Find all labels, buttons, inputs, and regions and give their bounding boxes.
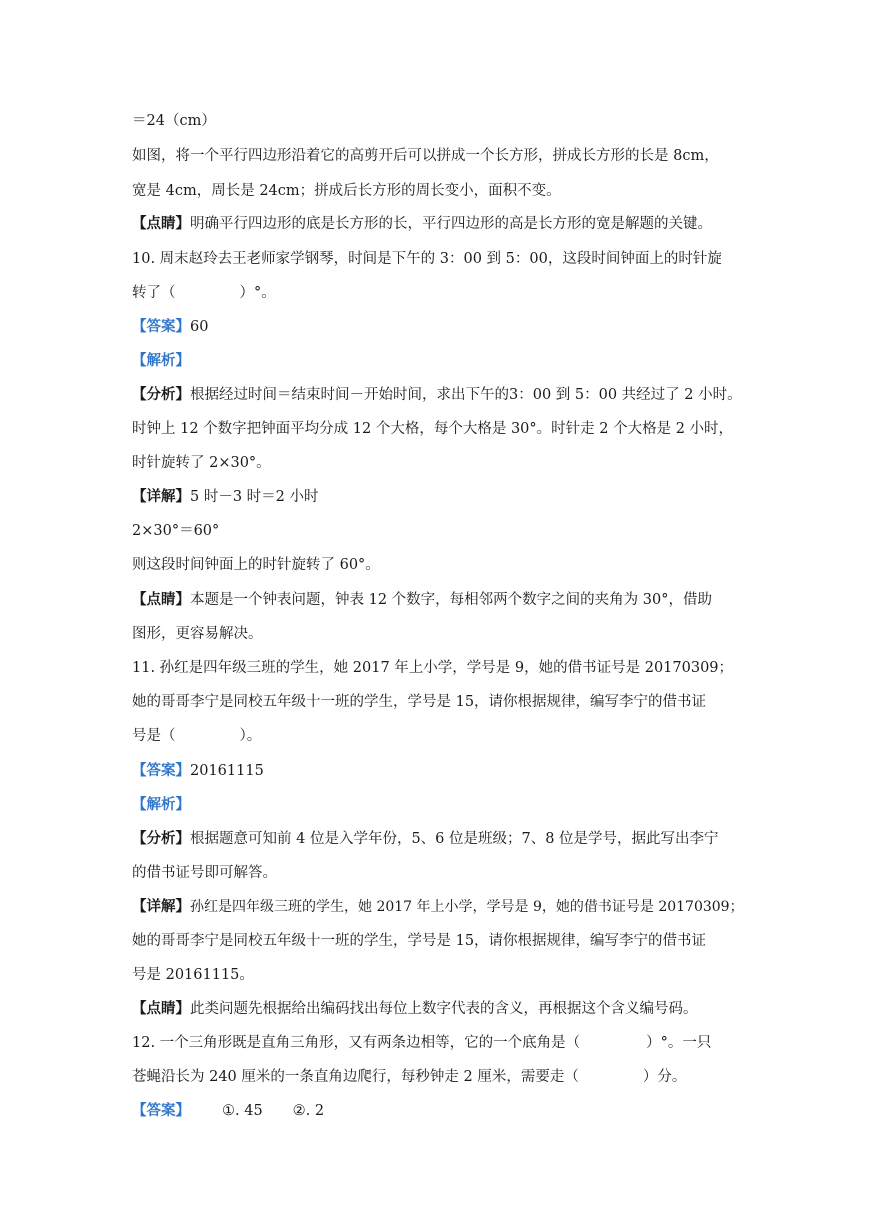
text-line (132, 111, 216, 131)
analysis-tag: 【解析】 (132, 352, 190, 369)
text-line (132, 624, 263, 644)
text-line (132, 453, 271, 473)
question-text: ）。 (239, 728, 262, 744)
answer-tag: 【答案】 (132, 1102, 190, 1119)
detail-tag: 【详解】 (132, 488, 190, 505)
text-line (132, 863, 277, 883)
text: 她的哥哥李宁是同校五年级十一班的学生，学号是 15，请你根据规律，编写李宁的借书证 (132, 933, 707, 949)
detail-line (132, 487, 319, 507)
text: 根据题意可知前 4 位是入学年份，5、6 位是班级；7、8 位是学号，据此写出李宁 (190, 831, 719, 847)
key-point-line (132, 590, 712, 610)
question-11-line (132, 692, 706, 712)
analysis-line (132, 385, 742, 405)
question-text: 转了（ (132, 285, 176, 301)
question-text: 10. 周末赵玲去王老师家学钢琴，时间是下午的 3：00 到 5：00，这段时间钟面上的时针旋 (132, 251, 722, 267)
text: 明确平行四边形的底是长方形的长，平行四边形的高是长方形的宽是解题的关键。 (190, 216, 712, 232)
detail-line (132, 897, 744, 917)
text-line (132, 555, 380, 575)
question-text: 苍蝇沿长为 240 厘米的一条直角边爬行，每秒钟走 2 厘米，需要走（ (132, 1069, 579, 1085)
key-point-line (132, 999, 698, 1019)
answer-value: ①. 45 (222, 1103, 263, 1119)
analysis-heading (132, 795, 190, 815)
question-text: 12. 一个三角形既是直角三角形，又有两条边相等，它的一个底角是（ (132, 1035, 581, 1051)
question-10-line (132, 283, 276, 303)
text: 5 时－3 时＝2 小时 (190, 489, 319, 505)
answer-tag: 【答案】 (132, 762, 190, 779)
text: 如图，将一个平行四边形沿着它的高剪开后可以拼成一个长方形，拼成长方形的长是 8cm， (132, 148, 719, 164)
question-text: ）°。 (239, 285, 276, 301)
answer-line (132, 1101, 324, 1121)
question-text: ）°。一只 (646, 1035, 712, 1051)
question-text: 号是（ (132, 728, 176, 744)
key-point-line (132, 214, 712, 234)
text: 本题是一个钟表问题，钟表 12 个数字，每相邻两个数字之间的夹角为 30°，借助 (190, 592, 712, 608)
answer-value: 60 (190, 319, 209, 335)
key-point-tag: 【点睛】 (132, 1000, 190, 1017)
text-line (132, 181, 561, 201)
text-line (132, 146, 719, 166)
analysis-sub-tag: 【分析】 (132, 830, 190, 847)
question-text: ）分。 (642, 1069, 687, 1085)
text: 孙红是四年级三班的学生，她 2017 年上小学，学号是 9，她的借书证号是 20170309； (190, 899, 744, 915)
text: 图形，更容易解决。 (132, 626, 263, 642)
text-line (132, 931, 706, 951)
question-11-line (132, 726, 261, 746)
key-point-tag: 【点睛】 (132, 215, 190, 232)
question-12-line (132, 1067, 686, 1087)
text: 时钟上 12 个数字把钟面平均分成 12 个大格，每个大格是 30°。时针走 2 个大格是 2 小时， (132, 421, 734, 437)
detail-tag: 【详解】 (132, 898, 190, 915)
question-text: 她的哥哥李宁是同校五年级十一班的学生，学号是 15，请你根据规律，编写李宁的借书证 (132, 694, 707, 710)
analysis-tag: 【解析】 (132, 796, 190, 813)
text: 则这段时间钟面上的时针旋转了 60°。 (132, 557, 380, 573)
text: 宽是 4cm，周长是 24cm；拼成后长方形的周长变小，面积不变。 (132, 183, 561, 199)
analysis-sub-tag: 【分析】 (132, 386, 190, 403)
text-line (132, 965, 254, 985)
question-11-line (132, 658, 733, 678)
question-text: 11. 孙红是四年级三班的学生，她 2017 年上小学，学号是 9，她的借书证号是 20170309； (132, 660, 734, 676)
question-10-line (132, 249, 722, 269)
question-12-line (132, 1033, 711, 1053)
text-line (132, 521, 219, 541)
text: 此类问题先根据给出编码找出每位上数字代表的含义，再根据这个含义编号码。 (190, 1001, 698, 1017)
key-point-tag: 【点睛】 (132, 591, 190, 608)
text: 的借书证号即可解答。 (132, 865, 277, 881)
answer-tag: 【答案】 (132, 318, 190, 335)
text: 时针旋转了 2×30°。 (132, 455, 271, 471)
answer-line (132, 761, 264, 781)
answer-value: ②. 2 (292, 1103, 325, 1119)
answer-line (132, 317, 208, 337)
analysis-line (132, 829, 719, 849)
text: 2×30°＝60° (132, 523, 220, 539)
answer-value: 20161115 (190, 763, 264, 779)
text-line (132, 419, 733, 439)
text: 号是 20161115。 (132, 967, 254, 983)
text: ＝24（cm） (132, 113, 216, 129)
text: 根据经过时间＝结束时间－开始时间，求出下午的3：00 到 5：00 共经过了 2 小时。 (190, 387, 742, 403)
analysis-heading (132, 351, 190, 371)
